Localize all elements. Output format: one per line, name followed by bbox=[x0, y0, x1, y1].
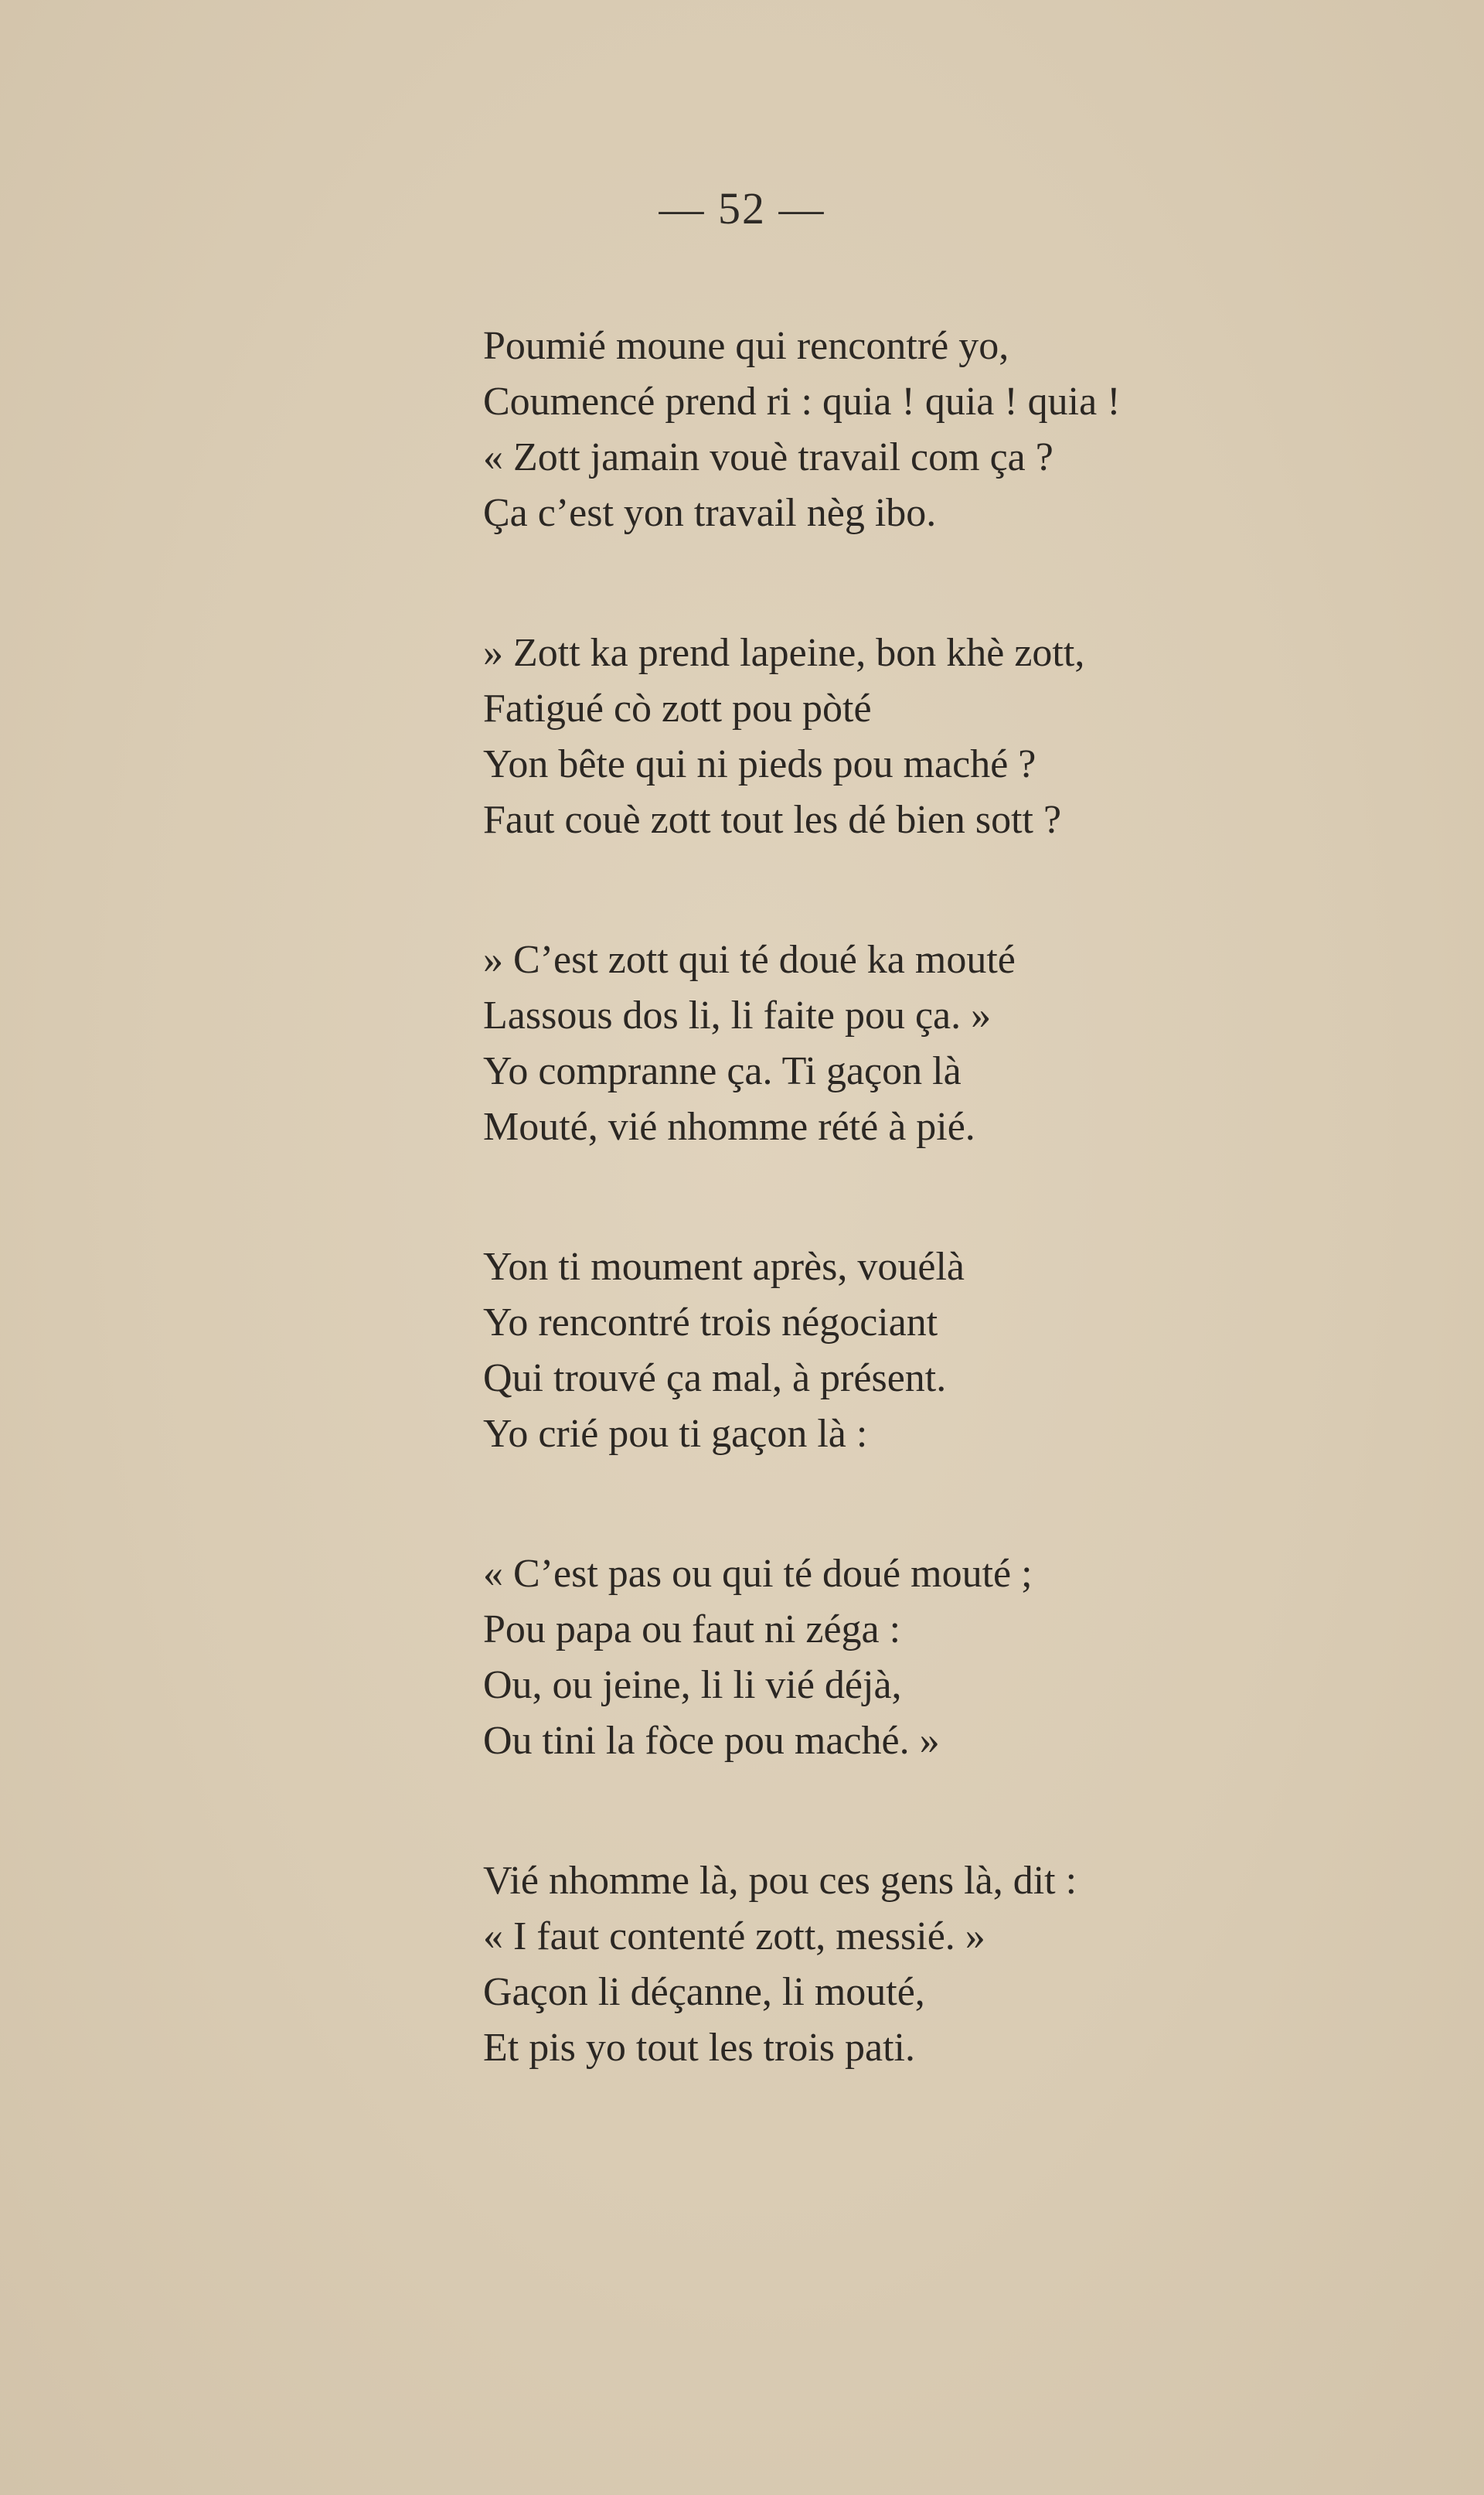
verse-line: Gaçon li déçanne, li mouté, bbox=[483, 1970, 925, 2014]
verse-line: Mouté, vié nhomme rété à pié. bbox=[483, 1105, 975, 1149]
stanza-2 bbox=[483, 625, 1449, 848]
verse-line: Yo rencontré trois négociant bbox=[483, 1300, 938, 1345]
verse-line: Et pis yo tout les trois pati. bbox=[483, 2026, 915, 2070]
verse-line: Ou, ou jeine, li li vié déjà, bbox=[483, 1663, 902, 1707]
verse-line: Faut couè zott tout les dé bien sott ? bbox=[483, 798, 1062, 842]
stanza-3 bbox=[483, 932, 1449, 1155]
verse-line: « C’est pas ou qui té doué mouté ; bbox=[483, 1552, 1033, 1596]
verse-line: Ça c’est yon travail nèg ibo. bbox=[483, 491, 937, 535]
verse-line: Yon bête qui ni pieds pou maché ? bbox=[483, 742, 1036, 786]
verse-line: Qui trouvé ça mal, à présent. bbox=[483, 1356, 947, 1400]
page-number: — 52 — bbox=[659, 183, 825, 233]
verse-line: Ou tini la fòce pou maché. » bbox=[483, 1719, 940, 1763]
verse-line: Pou papa ou faut ni zéga : bbox=[483, 1607, 901, 1651]
verse-line: Yo compranne ça. Ti gaçon là bbox=[483, 1049, 962, 1093]
verse-line: « Zott jamain vouè travail com ça ? bbox=[483, 435, 1053, 479]
verse-line: Coumencé prend ri : quia ! quia ! quia ! bbox=[483, 380, 1121, 424]
verse-line: Fatigué cò zott pou pòté bbox=[483, 687, 872, 731]
stanza-1 bbox=[483, 319, 1449, 541]
stanza-5 bbox=[483, 1546, 1449, 1769]
verse-line: » Zott ka prend lapeine, bon khè zott, bbox=[483, 631, 1085, 675]
verse-line: Yon ti moument après, vouélà bbox=[483, 1245, 965, 1289]
stanza-4 bbox=[483, 1239, 1449, 1462]
verse-line: Vié nhomme là, pou ces gens là, dit : bbox=[483, 1859, 1077, 1903]
verse-line: Poumié moune qui rencontré yo, bbox=[483, 324, 1009, 368]
poem bbox=[483, 319, 1449, 2076]
stanza-6 bbox=[483, 1853, 1449, 2076]
verse-line: Lassous dos li, li faite pou ça. » bbox=[483, 994, 992, 1038]
verse-line: » C’est zott qui té doué ka mouté bbox=[483, 938, 1016, 982]
verse-line: Yo crié pou ti gaçon là : bbox=[483, 1412, 868, 1456]
verse-line: « I faut contenté zott, messié. » bbox=[483, 1914, 985, 1958]
